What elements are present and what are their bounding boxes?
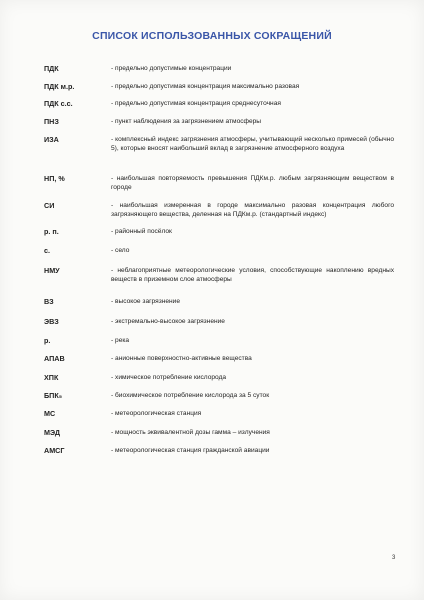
abbreviation: АПАВ: [44, 354, 65, 363]
abbreviation-description: - экстремально-высокое загрязнение: [111, 318, 225, 325]
abbreviation-description: - мощность эквивалентной дозы гамма – излучения: [111, 429, 270, 436]
abbreviation: ПДК: [44, 64, 59, 73]
page-number: 3: [392, 555, 396, 561]
abbreviation: БПК₅: [44, 391, 63, 400]
abbreviation-description: - метеорологическая станция: [111, 410, 202, 417]
abbreviation: ХПК: [44, 373, 59, 382]
abbreviation: ПДК м.р.: [44, 82, 75, 91]
abbreviation: с.: [44, 246, 50, 255]
abbreviation: СИ: [44, 201, 55, 210]
abbreviation: ИЗА: [44, 135, 59, 144]
page-title: СПИСОК ИСПОЛЬЗОВАННЫХ СОКРАЩЕНИЙ: [92, 30, 332, 42]
abbreviation-description: - неблагоприятные метеорологические условия, способствующие накоплению вредных веществ в приземном слое атмосферы: [111, 267, 394, 284]
abbreviation: НМУ: [44, 266, 60, 275]
abbreviation: МЭД: [44, 428, 61, 437]
abbreviation-description: - река: [111, 337, 130, 344]
abbreviation-description: - метеорологическая станция гражданской авиации: [111, 447, 270, 454]
abbreviation: НП, %: [44, 174, 65, 183]
abbreviation-description: - предельно допустимые концентрации: [111, 65, 232, 72]
abbreviation: ЭВЗ: [44, 317, 59, 326]
abbreviation-description: - биохимическое потребление кислорода за 5 суток: [111, 392, 270, 399]
abbreviation-description: - высокое загрязнение: [111, 298, 181, 305]
abbreviation: МС: [44, 409, 56, 418]
abbreviation-description: - пункт наблюдения за загрязнением атмосферы: [111, 118, 262, 125]
abbreviation: р.: [44, 336, 51, 345]
abbreviation-description: - село: [111, 247, 130, 254]
abbreviation: ПДК с.с.: [44, 99, 73, 108]
abbreviation-description: - районный посёлок: [111, 228, 172, 235]
abbreviation-description: - наибольшая повторяемость превышения ПДКм.р. любым загрязняющим веществом в городе: [111, 175, 394, 192]
abbreviation-description: - комплексный индекс загрязнения атмосферы, учитывающий несколько примесей (обычно 5), которые вносят наибольший вклад в загрязнение атмосферного воздуха: [111, 136, 394, 153]
abbreviation: ПНЗ: [44, 117, 59, 126]
abbreviation-description: - анионные поверхностно-активные вещества: [111, 355, 252, 362]
abbreviation: р. п.: [44, 227, 59, 236]
abbreviation-description: - предельно допустимая концентрация среднесуточная: [111, 100, 281, 107]
abbreviation: АМСГ: [44, 446, 65, 455]
abbreviation-description: - предельно допустимая концентрация максимально разовая: [111, 83, 300, 90]
abbreviation-description: - химическое потребление кислорода: [111, 374, 227, 381]
abbreviation-description: - наибольшая измеренная в городе максимально разовая концентрация любого загрязняющего вещества, деленная на ПДКм.р. (стандартный индекс): [111, 202, 394, 219]
abbreviation: ВЗ: [44, 297, 54, 306]
